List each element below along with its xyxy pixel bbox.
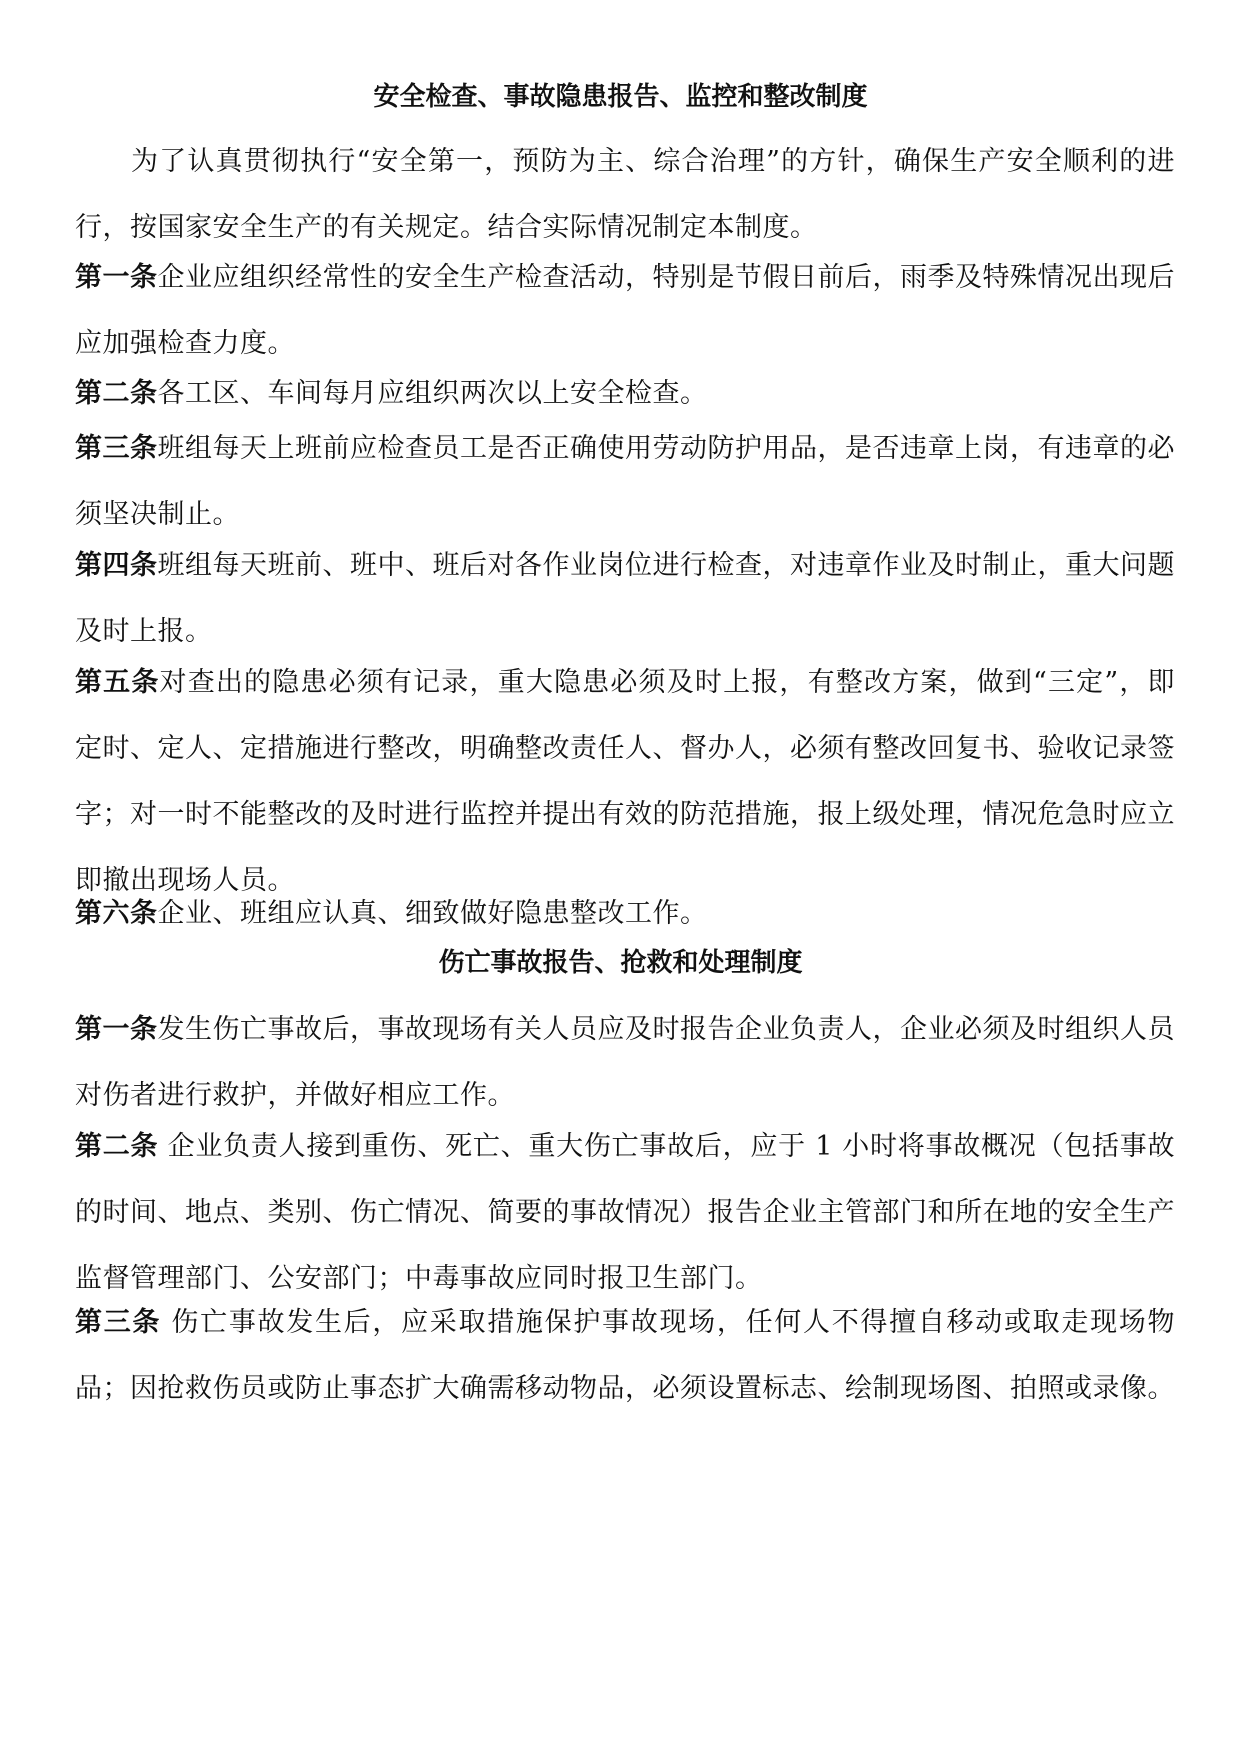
article-text: 班组每天上班前应检查员工是否正确使用劳动防护用品，是否违章上岗，有违章的必须坚决制止。	[75, 433, 1175, 530]
section1-article-6	[75, 881, 1175, 947]
article-label: 第六条	[75, 898, 158, 929]
section1-intro: 为了认真贯彻执行“安全第一，预防为主、综合治理”的方针，确保生产安全顺利的进行，按国家安全生产的有关规定。结合实际情况制定本制度。	[75, 146, 1175, 243]
article-label: 第三条	[75, 1307, 162, 1338]
article-label: 第三条	[75, 433, 158, 464]
article-text: 各工区、车间每月应组织两次以上安全检查。	[157, 378, 708, 409]
article-text: 发生伤亡事故后，事故现场有关人员应及时报告企业负责人，企业必须及时组织人员对伤者进行救护，并做好相应工作。	[75, 1014, 1175, 1111]
section2-article-2	[75, 1114, 1175, 1312]
section1-article-1	[75, 245, 1175, 377]
section2-article-1	[75, 997, 1175, 1129]
article-text: 企业负责人接到重伤、死亡、重大伤亡事故后，应于 1 小时将事故概况（包括事故的时间、地点、类别、伤亡情况、简要的事故情况）报告企业主管部门和所在地的安全生产监督管理部门、公安部门；中毒事故应同时报卫生部门。	[75, 1131, 1175, 1294]
section2-article-3	[75, 1290, 1175, 1422]
section1-article-3	[75, 416, 1175, 548]
section2-title: 伤亡事故报告、抢救和处理制度	[438, 948, 803, 978]
article-text: 企业、班组应认真、细致做好隐患整改工作。	[157, 898, 708, 929]
article-label: 第二条	[75, 378, 158, 409]
article-label: 第一条	[75, 1014, 158, 1045]
article-text: 企业应组织经常性的安全生产检查活动，特别是节假日前后，雨季及特殊情况出现后应加强检查力度。	[75, 262, 1175, 359]
article-text: 对查出的隐患必须有记录，重大隐患必须及时上报，有整改方案，做到“三定”，即定时、定人、定措施进行整改，明确整改责任人、督办人，必须有整改回复书、验收记录签字；对一时不能整改的及时进行监控并提出有效的防范措施，报上级处理，情况危急时应立即撤出现场人员。	[75, 667, 1175, 896]
article-text: 伤亡事故发生后，应采取措施保护事故现场，任何人不得擅自移动或取走现场物品；因抢救伤员或防止事态扩大确需移动物品，必须设置标志、绘制现场图、拍照或录像。	[75, 1307, 1175, 1404]
article-label: 第五条	[75, 667, 160, 698]
section1-article-4	[75, 533, 1175, 665]
article-label: 第二条	[75, 1131, 159, 1162]
article-label: 第一条	[75, 262, 158, 293]
section1-article-5	[75, 650, 1175, 914]
section1-title: 安全检查、事故隐患报告、监控和整改制度	[373, 82, 868, 112]
article-text: 班组每天班前、班中、班后对各作业岗位进行检查，对违章作业及时制止，重大问题及时上报。	[75, 550, 1175, 647]
article-label: 第四条	[75, 550, 158, 581]
